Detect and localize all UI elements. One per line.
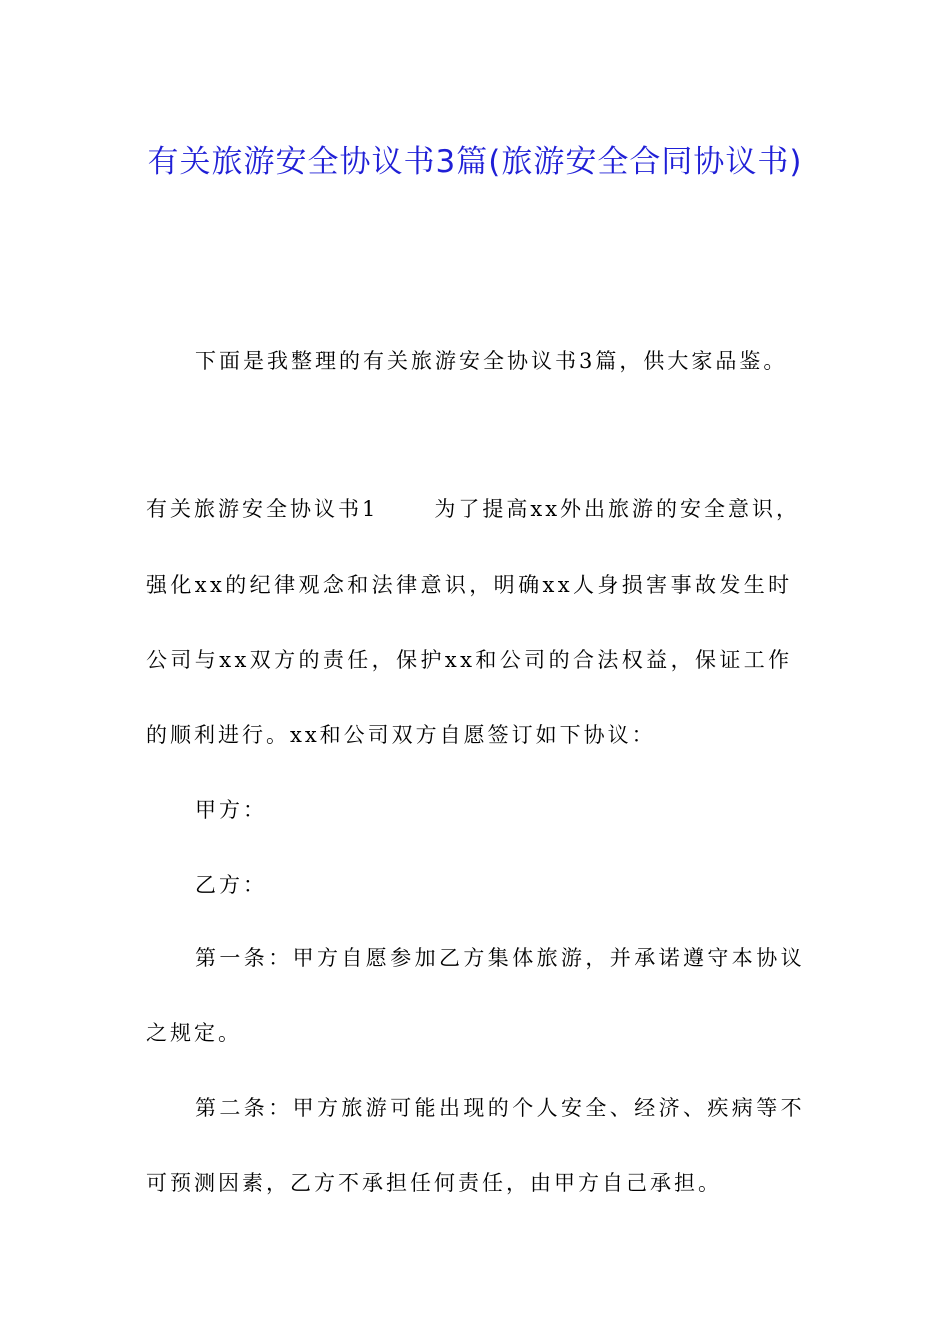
- section-heading: 有关旅游安全协议书1: [146, 497, 379, 521]
- article-1-line: 第一条：甲方自愿参加乙方集体旅游，并承诺遵守本协议: [195, 946, 805, 970]
- article-1-line: 之规定。: [146, 1021, 242, 1045]
- document-title: 有关旅游安全协议书3篇(旅游安全合同协议书): [147, 144, 803, 180]
- party-a-label: 甲方：: [195, 798, 267, 822]
- paragraph-line: 公司与xx双方的责任，保护xx和公司的合法权益，保证工作: [146, 648, 793, 672]
- paragraph-line: 的顺利进行。xx和公司双方自愿签订如下协议：: [146, 723, 656, 747]
- paragraph-text: 为了提高xx外出旅游的安全意识，: [434, 497, 801, 521]
- party-b-label: 乙方：: [195, 873, 267, 897]
- article-2-line: 第二条：甲方旅游可能出现的个人安全、经济、疾病等不: [195, 1096, 805, 1120]
- intro-paragraph: 下面是我整理的有关旅游安全协议书3篇，供大家品鉴。: [195, 349, 788, 373]
- article-2-line: 可预测因素，乙方不承担任何责任，由甲方自己承担。: [146, 1171, 722, 1195]
- paragraph-line: 强化xx的纪律观念和法律意识，明确xx人身损害事故发生时: [146, 573, 793, 597]
- paragraph-line: [146, 494, 800, 524]
